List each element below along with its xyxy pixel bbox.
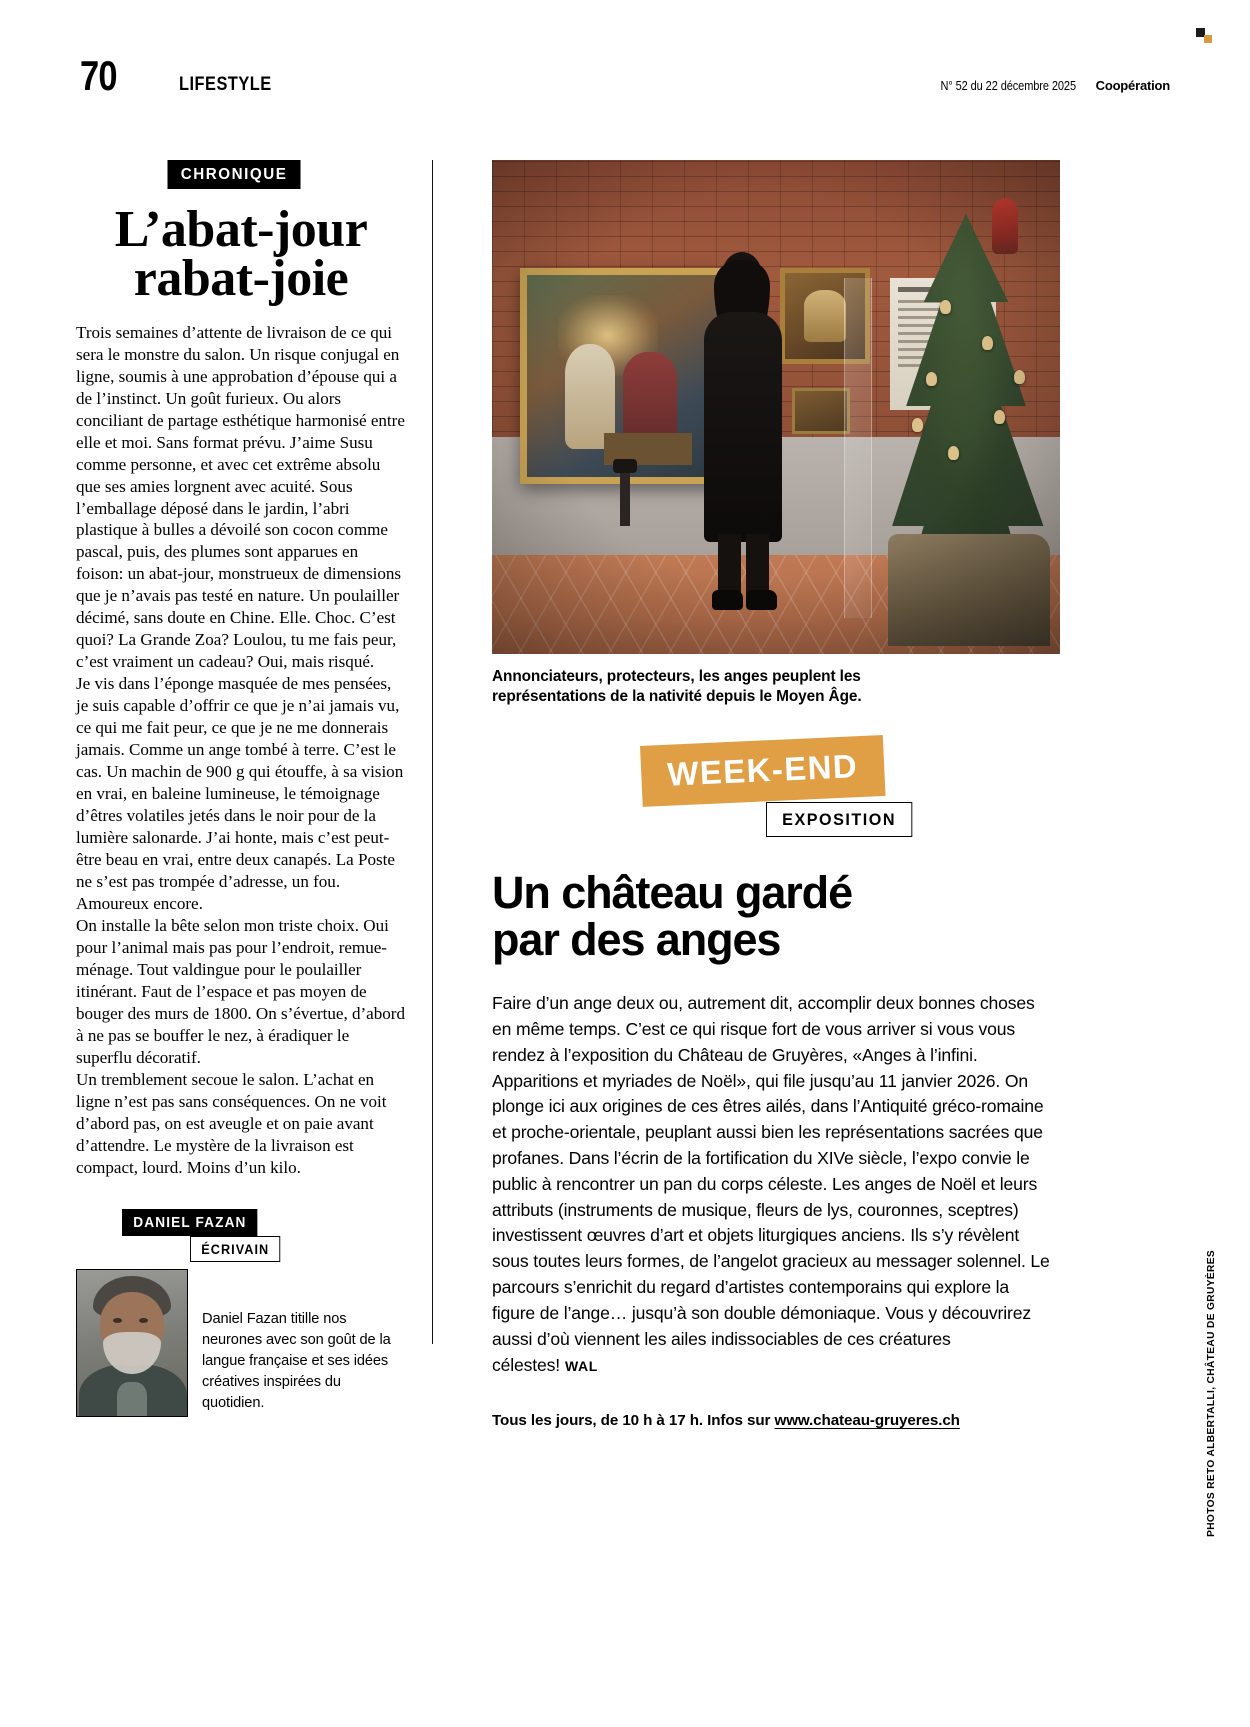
painting-small-figure (804, 290, 846, 342)
tree-ornament (948, 446, 959, 460)
visitor-coat (704, 312, 782, 542)
corner-registration-mark (1196, 28, 1212, 44)
author-row (76, 1269, 406, 1417)
author-bio: Daniel Fazan titille nos neurones avec son goût de la langue française et ses idées créatives inspirées du quotidien. (202, 1310, 391, 1411)
author-role-badge: ÉCRIVAIN (190, 1236, 281, 1262)
chronicle-column (76, 160, 406, 1417)
tree-ornament (912, 418, 923, 432)
feature-practical-info (492, 1412, 1060, 1429)
portrait-eye-left (113, 1318, 122, 1323)
column-divider-rule (432, 160, 433, 1344)
issue-date: N° 52 du 22 décembre 2025 (940, 79, 1076, 93)
photo-glass-display-case (844, 278, 872, 618)
feature-title (492, 867, 1060, 965)
page-header (80, 52, 1170, 101)
feature-author-initials: WAL (565, 1357, 598, 1374)
photo-painting-tiny (792, 388, 850, 434)
author-block (76, 1209, 406, 1417)
photo-credit: PHOTOS RETO ALBERTALLI, CHÂTEAU DE GRUYÈRES (1206, 1250, 1217, 1537)
tree-ornament (982, 336, 993, 350)
photo-spotlight-fixture (620, 468, 630, 526)
header-meta (922, 78, 1170, 93)
chronicle-tag: CHRONIQUE (168, 160, 301, 189)
author-portrait (76, 1269, 188, 1417)
photo-nativity-creche (888, 534, 1050, 646)
feature-column (492, 160, 1060, 1429)
feature-badges (492, 746, 1060, 854)
feature-body (492, 991, 1054, 1378)
visitor-shoe-right (746, 590, 777, 610)
opening-hours-text: Tous les jours, de 10 h à 17 h. Infos sur (492, 1412, 775, 1430)
chronicle-paragraph: Je vis dans l’éponge masquée de mes pensées, je suis capable d’offrir ce que je n’ai jamais vu, ce qui me fait peur, ce que je ne me donnerais jamais. Comme un ange tombé à terre. C’est le cas. Un machin de 900 g qui étouffe, à sa vision en vrai, en baleine lumineuse, le témoignage d’êtres volatiles jetés dans le noir pour de la lumière salonarde. J’ai honte, mais c’est peut-être beau en vrai, entre deux canapés. La Poste ne s’est pas trompée d’adresse, un fou. Amoureux encore. (76, 674, 404, 913)
chronicle-paragraph: Un tremblement secoue le salon. L’achat en ligne n’est pas sans conséquences. On ne voit d’abord pas, on est aveugle et on paie avant d’attendre. Le mystère de la livraison est compact, lourd. Moins d’un kilo. (76, 1069, 387, 1177)
category-badge: EXPOSITION (766, 802, 912, 837)
chronicle-title-line-2: rabat-joie (133, 249, 349, 307)
weekend-badge: WEEK-END (640, 735, 885, 807)
feature-photograph (492, 160, 1060, 654)
feature-body-text: Faire d’un ange deux ou, autrement dit, accomplir deux bonnes choses en même temps. C’est ce qui risque fort de vous arriver si vous vous rendez à l’exposition du Château de Gruyères, «Anges à l’infini. Apparitions et myriades de Noël», qui file jusqu’au 11 janvier 2026. On plonge ici aux origines de ces êtres ailés, dans l’Antiquité gréco-romaine et proche-orientale, peuplant aussi bien les représentations sacrées que profanes. Dans l’écrin de la fortification du XIVe siècle, l’expo convie le public à rencontrer un pan du corps céleste. Les anges de Noël et leurs attributs (instruments de musique, fleurs de lys, couronnes, sceptres) investissent œuvres d’art et objets liturgiques anciens. Ils s’y révèlent sous toutes leurs formes, de l’angelot gracieux au messager solennel. Le parcours s’enrichit du regard d’artistes contemporains qui explore la figure de l’ange… jusqu’à son double démoniaque. Vous y découvrirez aussi d’où viennent les ailes indissociables de ces créatures célestes! (492, 993, 1050, 1375)
photo-caption: Annonciateurs, protecteurs, les anges peuplent les représentations de la nativité depuis le Moyen Âge. (492, 668, 862, 705)
chronicle-title-line-1: L’abat-jour (114, 201, 368, 258)
chronicle-body (76, 322, 406, 1179)
corner-mark-accent-square (1204, 35, 1212, 43)
tree-ornament (994, 410, 1005, 424)
publication-brand: Coopération (1095, 78, 1170, 93)
portrait-eye-right (139, 1318, 148, 1323)
tree-ornament (940, 300, 951, 314)
author-badges (76, 1209, 406, 1271)
portrait-shirt (117, 1382, 147, 1416)
tree-ornament (926, 372, 937, 386)
tree-ornament (1014, 370, 1025, 384)
visitor-leg-left (718, 534, 741, 596)
photo-visitor-figure (688, 252, 798, 624)
visitor-leg-right (746, 534, 769, 596)
feature-title-line-1: Un château gardé (492, 867, 853, 919)
section-label: LIFESTYLE (178, 74, 272, 95)
chronicle-paragraph: On installe la bête selon mon triste choix. Oui pour l’animal mais pas pour l’endroit, remue-ménage. Tout valdingue pour le poulailler itinérant. Faut de l’espace et pas moyen de bouger des murs de 1800. On s’évertue, d’abord à ne pas se bouffer le nez, à éradiquer le superflu décoratif. (76, 915, 405, 1067)
chronicle-paragraph: Trois semaines d’attente de livraison de ce qui sera le monstre du salon. Un risque conjugal en ligne, soumis à une approbation d’épouse qui a de l’instinct. Un goût furieux. Ou alors conciliant de partage esthétique harmonisé entre elle et moi. Sans format prévu. J’aime Susu comme personne, et avec cet extrême absolu que ses amies lorgnent avec acuité. Sous l’emballage déposé dans le jardin, l’abri plastique à bulles a dévoilé son cocon comme pascal, puis, des plumes sont apparues en foison: un abat-jour, monstrueux de dimensions que je n’avais pas testé en nature. Un poulailler décimé, sans doute en Chine. Elle. Choc. C’est quoi? La Grande Zoa? Loulou, tu me fais peur, c’est vraiment un cadeau? Oui, mais risqué. (76, 322, 405, 672)
feature-title-line-2: par des anges (492, 913, 781, 965)
page-number: 70 (80, 52, 117, 99)
website-link[interactable]: www.chateau-gruyeres.ch (774, 1412, 960, 1430)
author-name-badge: DANIEL FAZAN (122, 1209, 258, 1236)
visitor-shoe-left (712, 590, 743, 610)
chronicle-title (76, 201, 406, 307)
